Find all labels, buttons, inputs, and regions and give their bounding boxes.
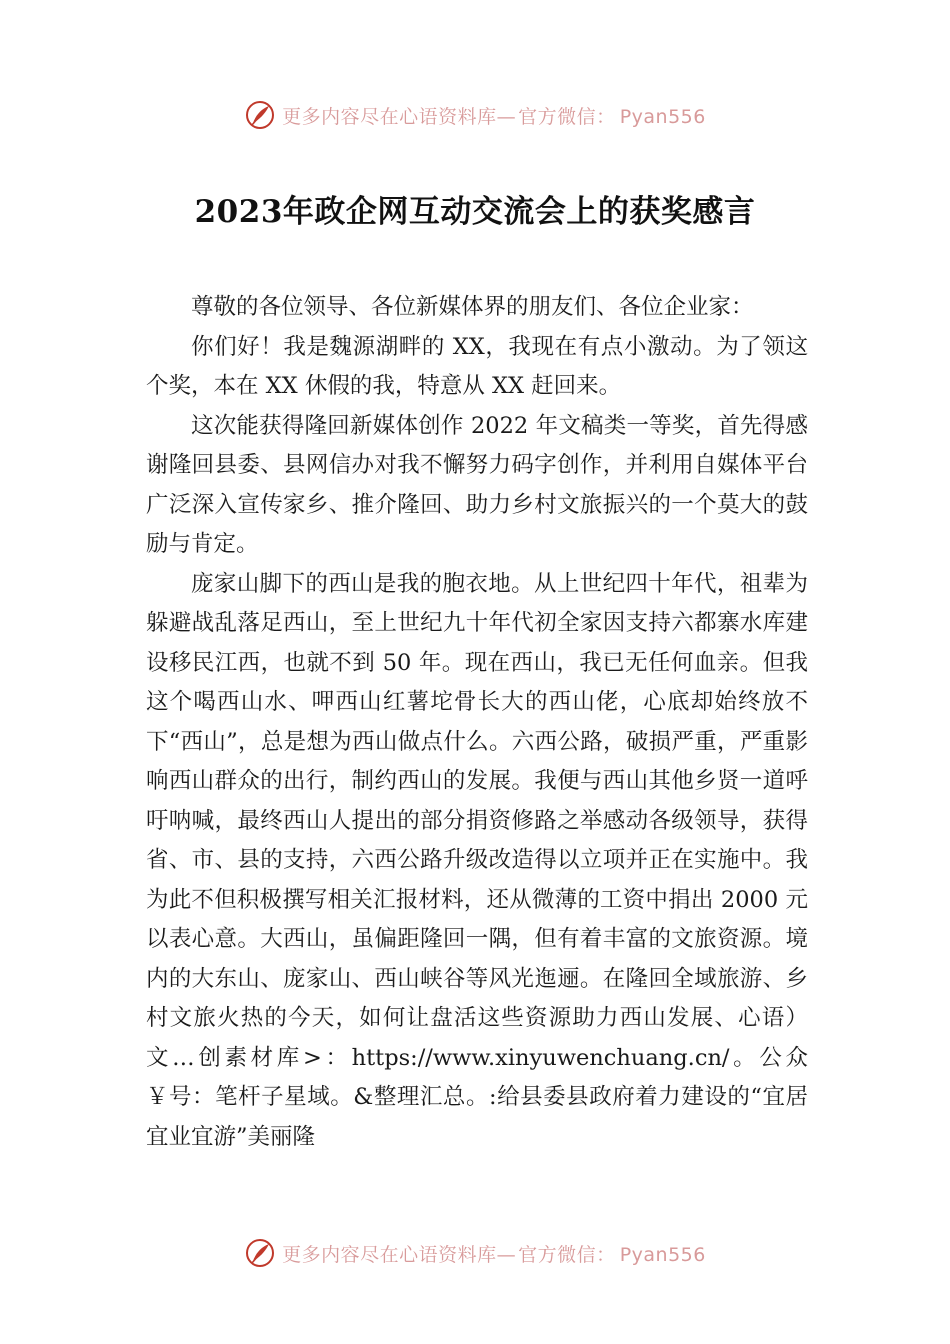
header-banner [0, 95, 950, 135]
paragraph: 这次能获得隆回新媒体创作 2022 年文稿类一等奖，首先得感谢隆回县委、县网信办对我不懈努力码字创作，并利用自媒体平台广泛深入宣传家乡、推介隆回、助力乡村文旅振兴的一个莫大的鼓励与肯定。 [146, 412, 808, 557]
banner-text: 更多内容尽在心语资料库— 官方微信： Pyan556 [282, 1243, 706, 1266]
feather-pen-logo-icon [244, 99, 276, 131]
footer-banner [0, 1233, 950, 1273]
feather-pen-logo-icon [244, 1237, 276, 1269]
paragraph-greeting: 尊敬的各位领导、各位新媒体界的朋友们、各位企业家： [191, 294, 754, 320]
banner-text: 更多内容尽在心语资料库— 官方微信： Pyan556 [282, 105, 706, 128]
paragraph: 你们好！我是魏源湖畔的 XX，我现在有点小激动。为了领这个奖，本在 XX 休假的我，特意从 XX 赶回来。 [146, 333, 808, 399]
paragraph: 庞家山脚下的西山是我的胞衣地。从上世纪四十年代，祖辈为躲避战乱落足西山，至上世纪九十年代初全家因支持六都寨水库建设移民江西，也就不到 50 年。现在西山，我已无任何血亲。但我这个喝西山水、呷西山红薯坨骨长大的西山佬，心底却始终放不下“西山”，总是想为西山做点什么。六西公路，破损严重，严重影响西山群众的出行，制约西山的发展。我便与西山其他乡贤一道呼吁呐喊，最终西山人提出的部分捐资修路之举感动各级领导，获得省、市、县的支持，六西公路升级改造得以立项并正在实施中。我为此不但积极撰写相关汇报材料，还从微薄的工资中捐出 2000 元以表心意。大西山，虽偏距隆回一隅，但有着丰富的文旅资源。境内的大东山、庞家山、西山峡谷等风光迤逦。在隆回全域旅游、乡村文旅火热的今天，如何让盘活这些资源助力西山发展、心语）文…创素材库>：https://www.xinyuwenchuang.cn/。公众￥号：笔杆子星域。&整理汇总。:给县委县政府着力建设的“宜居宜业宜游”美丽隆 [146, 570, 808, 1150]
document-title: 2023年政企网互动交流会上的获奖感言 [194, 194, 756, 230]
document-body [146, 288, 808, 1157]
